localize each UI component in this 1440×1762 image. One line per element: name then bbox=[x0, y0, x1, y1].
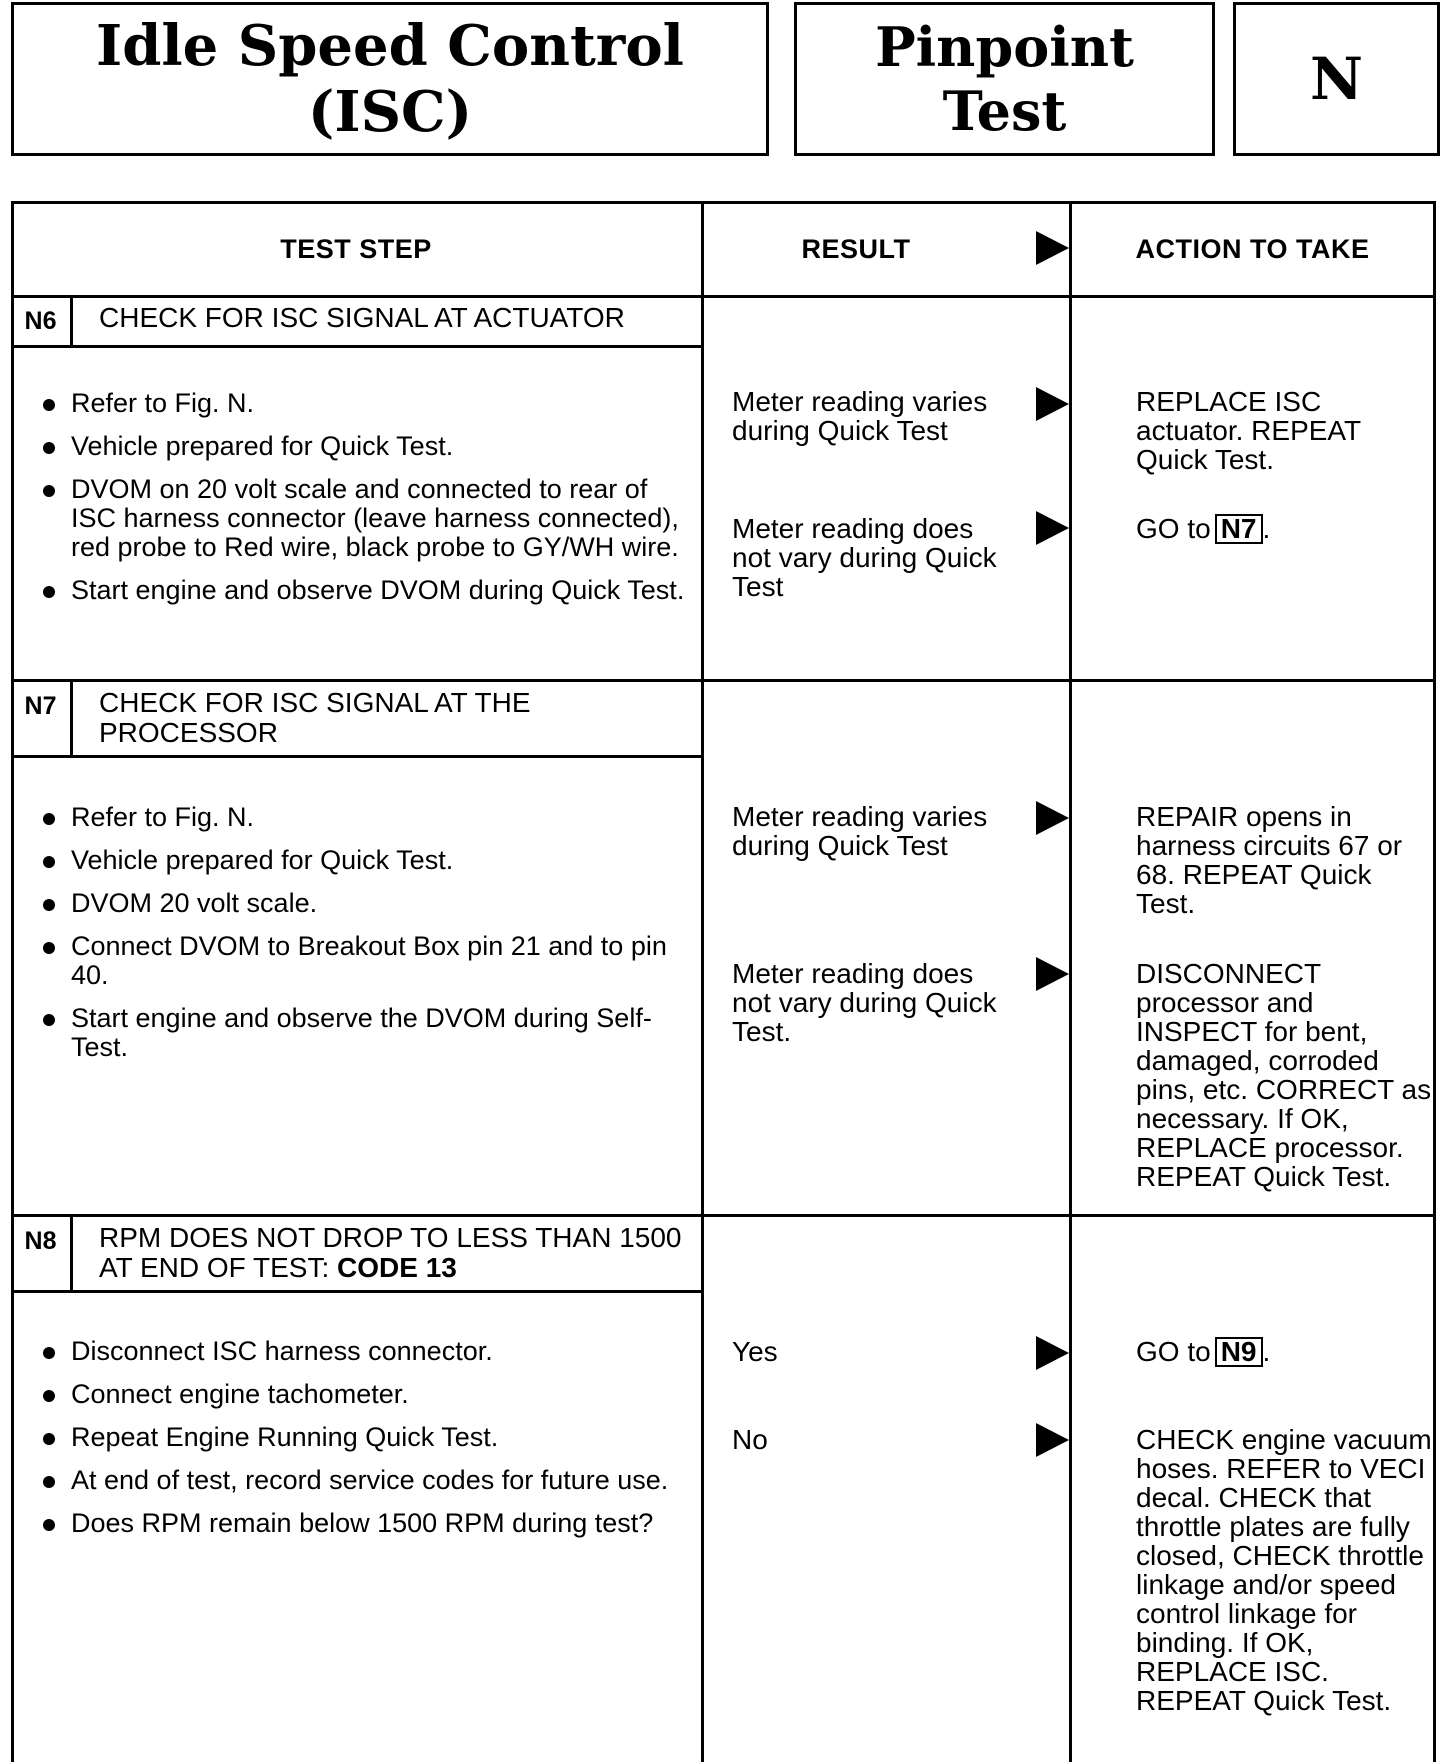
action-n6-2 bbox=[1136, 514, 1434, 544]
arrow-icon bbox=[1036, 957, 1069, 991]
pinpoint-line-1: Pinpoint bbox=[875, 15, 1134, 79]
column-divider-1 bbox=[701, 201, 704, 1762]
page-title bbox=[11, 2, 769, 156]
arrow-icon bbox=[1036, 1423, 1069, 1457]
arrow-icon bbox=[1036, 511, 1069, 545]
step-id-n7: N7 bbox=[11, 682, 73, 755]
step-ref-n9[interactable]: N9 bbox=[1215, 1337, 1263, 1367]
result-n7-1: Meter reading varies during Quick Test bbox=[732, 801, 988, 861]
column-header-result: RESULT bbox=[801, 233, 911, 264]
result-n6-2: Meter reading does not vary during Quick Test bbox=[732, 513, 997, 602]
step-ref-n7[interactable]: N7 bbox=[1215, 514, 1263, 544]
table-left-border bbox=[11, 201, 14, 1762]
list-item: Start engine and observe DVOM during Quick Test. bbox=[41, 576, 691, 605]
arrow-icon bbox=[1036, 1336, 1069, 1370]
list-item: Connect DVOM to Breakout Box pin 21 and to pin 40. bbox=[41, 932, 691, 990]
step-title-n8-text: RPM DOES NOT DROP TO LESS THAN 1500 AT END OF TEST: bbox=[99, 1222, 682, 1283]
test-letter-text: N bbox=[1309, 45, 1363, 113]
step-id-n8: N8 bbox=[11, 1217, 73, 1290]
list-item: DVOM 20 volt scale. bbox=[41, 889, 691, 918]
list-item: Refer to Fig. N. bbox=[41, 389, 691, 418]
list-item: Start engine and observe the DVOM during Self-Test. bbox=[41, 1004, 691, 1062]
result-n8-2: No bbox=[732, 1424, 768, 1455]
action-n7-2: DISCONNECT processor and INSPECT for bent, damaged, corroded pins, etc. CORRECT as necessary. If OK, REPLACE processor. REPEAT Quick Test. bbox=[1136, 958, 1432, 1192]
action-n8-1 bbox=[1136, 1337, 1434, 1367]
action-go-to-text: GO to bbox=[1136, 1336, 1211, 1367]
step-title-n8-code: CODE 13 bbox=[337, 1252, 457, 1283]
action-go-to-text: GO to bbox=[1136, 513, 1211, 544]
step-id-n6: N6 bbox=[11, 297, 73, 345]
test-table bbox=[11, 201, 1436, 1762]
title-text: Idle Speed Control (ISC) bbox=[96, 13, 684, 145]
step-title-n7: CHECK FOR ISC SIGNAL AT THE PROCESSOR bbox=[99, 687, 531, 748]
list-item: Does RPM remain below 1500 RPM during test? bbox=[41, 1509, 691, 1538]
step-title-n8 bbox=[99, 1223, 689, 1283]
arrow-icon bbox=[1036, 801, 1069, 835]
action-suffix: . bbox=[1262, 513, 1271, 544]
step-bullets-n6 bbox=[41, 389, 691, 619]
column-header-action: ACTION TO TAKE bbox=[1135, 233, 1370, 264]
step-header-n6 bbox=[11, 297, 701, 348]
list-item: Vehicle prepared for Quick Test. bbox=[41, 846, 691, 875]
list-item: At end of test, record service codes for future use. bbox=[41, 1466, 691, 1495]
action-suffix: . bbox=[1262, 1336, 1271, 1367]
list-item: DVOM on 20 volt scale and connected to rear of ISC harness connector (leave harness connected), red probe to Red wire, black probe to GY/WH wire. bbox=[41, 475, 691, 562]
list-item: Vehicle prepared for Quick Test. bbox=[41, 432, 691, 461]
action-n7-1: REPAIR opens in harness circuits 67 or 68. REPEAT Quick Test. bbox=[1136, 801, 1403, 919]
action-n8-2: CHECK engine vacuum hoses. REFER to VECI decal. CHECK that throttle plates are fully closed, CHECK throttle linkage and/or speed control linkage for binding. If OK, REPLACE ISC. REPEAT Quick Test. bbox=[1136, 1424, 1432, 1716]
result-n8-1: Yes bbox=[732, 1336, 778, 1367]
header-arrow-icon bbox=[1036, 231, 1069, 265]
list-item: Connect engine tachometer. bbox=[41, 1380, 691, 1409]
step-title-n6: CHECK FOR ISC SIGNAL AT ACTUATOR bbox=[99, 302, 625, 333]
action-n6-1: REPLACE ISC actuator. REPEAT Quick Test. bbox=[1136, 386, 1361, 475]
list-item: Refer to Fig. N. bbox=[41, 803, 691, 832]
step-bullets-n7 bbox=[41, 803, 691, 1076]
pinpoint-test-label bbox=[794, 2, 1215, 156]
pinpoint-line-2: Test bbox=[942, 79, 1067, 143]
step-bullets-n8 bbox=[41, 1337, 691, 1552]
column-divider-2 bbox=[1069, 201, 1072, 1762]
result-n6-1: Meter reading varies during Quick Test bbox=[732, 386, 988, 446]
step-header-n7 bbox=[11, 682, 701, 758]
list-item: Repeat Engine Running Quick Test. bbox=[41, 1423, 691, 1452]
result-n7-2: Meter reading does not vary during Quick Test. bbox=[732, 958, 997, 1047]
column-header-test-step: TEST STEP bbox=[280, 233, 432, 264]
step-header-n8 bbox=[11, 1217, 701, 1293]
arrow-icon bbox=[1036, 387, 1069, 421]
test-letter bbox=[1233, 2, 1440, 156]
list-item: Disconnect ISC harness connector. bbox=[41, 1337, 691, 1366]
